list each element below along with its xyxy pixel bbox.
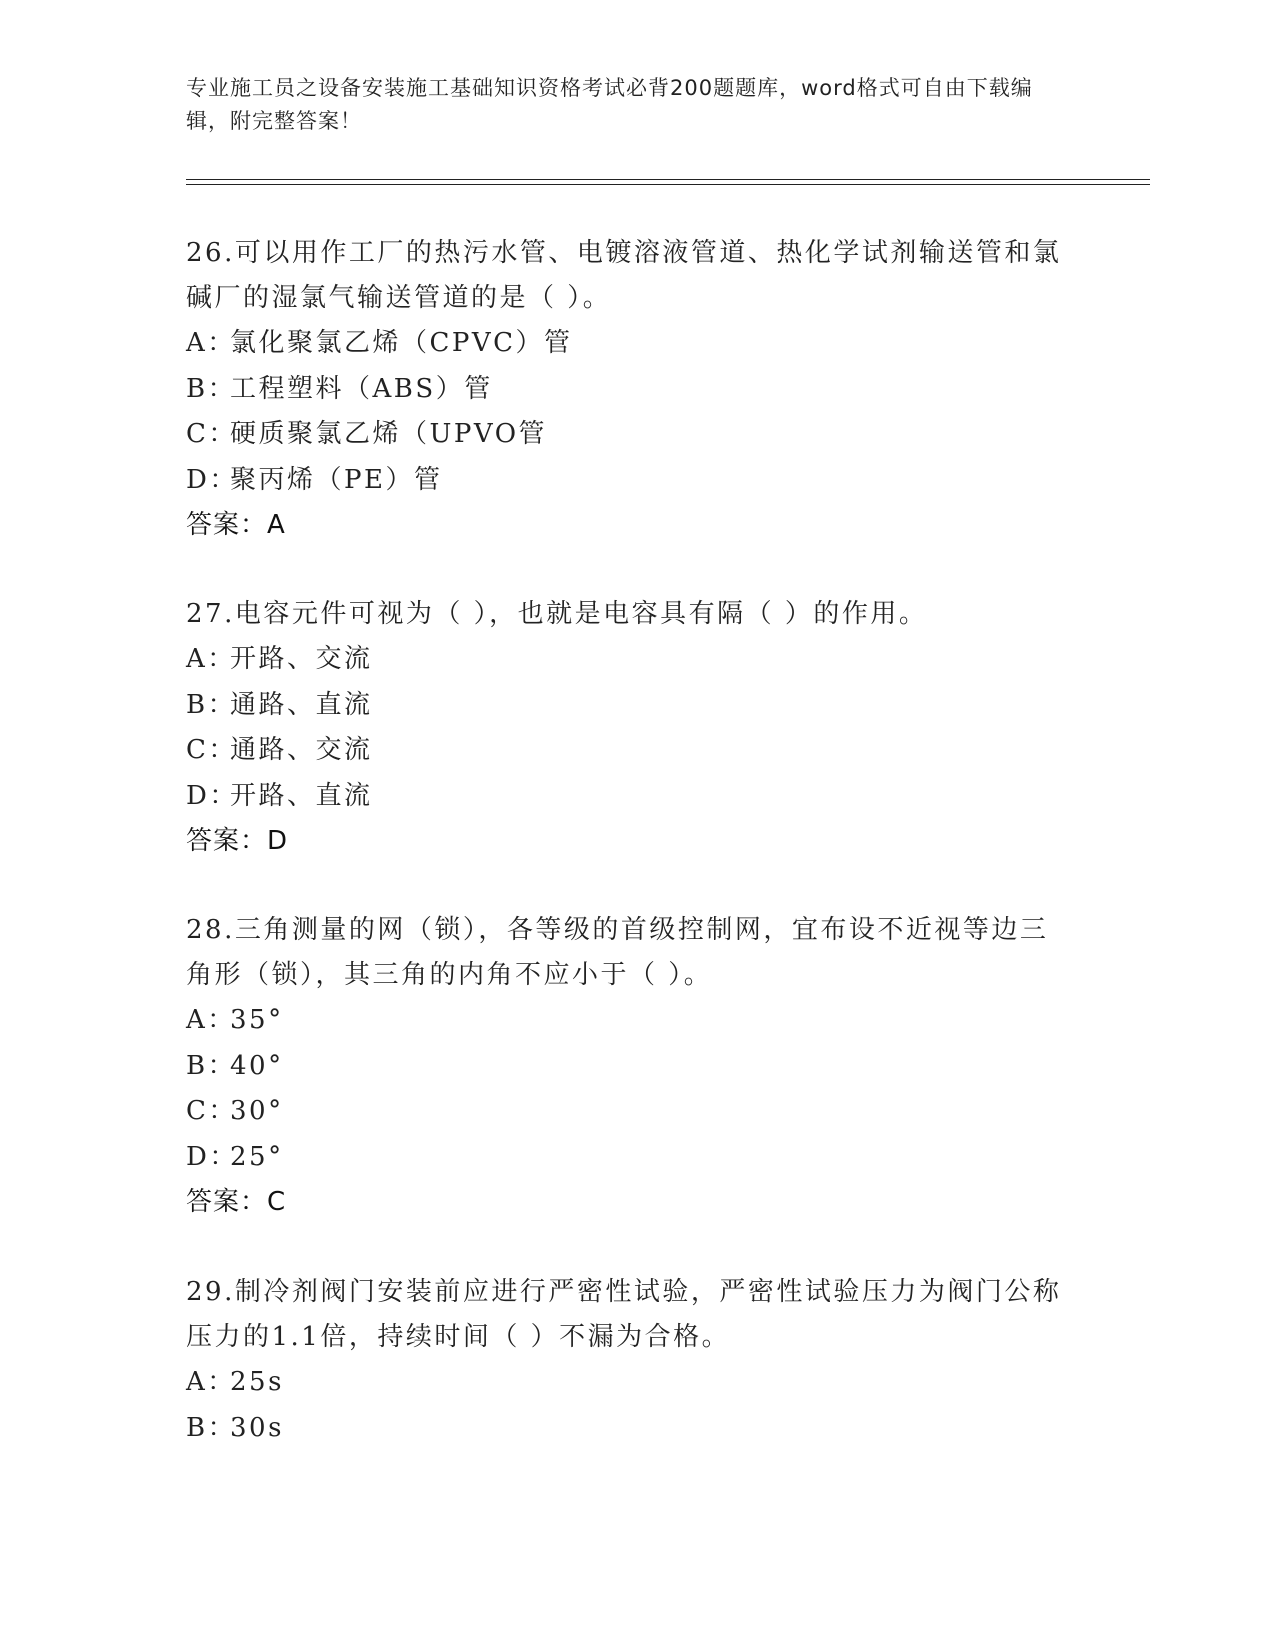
question-stem: 29.制冷剂阀门安装前应进行严密性试验，严密性试验压力为阀门公称压力的1.1倍，持续时间（ ）不漏为合格。 bbox=[186, 1277, 1062, 1352]
option-text: 30° bbox=[230, 1096, 284, 1126]
option-letter: B： bbox=[186, 373, 237, 404]
option-d bbox=[186, 774, 1076, 820]
option-d bbox=[186, 458, 1076, 504]
answer-label: 答案：A bbox=[186, 510, 286, 540]
option-text: 通路、交流 bbox=[230, 735, 373, 765]
option-letter: A： bbox=[186, 644, 236, 674]
question-28 bbox=[186, 908, 1076, 1225]
option-letter: C： bbox=[186, 1096, 237, 1126]
option-c bbox=[186, 1089, 1076, 1135]
option-b bbox=[186, 1044, 1076, 1090]
option-a bbox=[186, 637, 1076, 683]
option-text: 25° bbox=[230, 1141, 284, 1172]
option-letter: D： bbox=[186, 780, 238, 811]
header-divider-top bbox=[186, 179, 1150, 180]
option-a bbox=[186, 321, 1076, 367]
question-27 bbox=[186, 592, 1076, 864]
option-text: 氯化聚氯乙烯（CPVC）管 bbox=[230, 328, 573, 358]
option-text: 30s bbox=[230, 1412, 284, 1443]
option-d bbox=[186, 1135, 1076, 1181]
option-letter: B： bbox=[186, 1412, 237, 1443]
option-text: 硬质聚氯乙烯（UPVO管 bbox=[230, 419, 548, 449]
option-text: 通路、直流 bbox=[230, 689, 373, 720]
document-title: 专业施工员之设备安装施工基础知识资格考试必背200题题库，word格式可自由下载编辑，附完整答案！ bbox=[186, 76, 1033, 133]
option-letter: A： bbox=[186, 1367, 236, 1397]
option-c bbox=[186, 728, 1076, 774]
option-text: 25s bbox=[230, 1367, 284, 1397]
option-a bbox=[186, 1360, 1076, 1406]
header-divider-bottom bbox=[186, 184, 1150, 185]
question-29 bbox=[186, 1270, 1076, 1451]
option-text: 开路、交流 bbox=[230, 644, 373, 674]
question-26 bbox=[186, 231, 1076, 548]
option-text: 开路、直流 bbox=[230, 780, 373, 811]
option-letter: B： bbox=[186, 1050, 237, 1081]
answer-label: 答案：C bbox=[186, 1187, 287, 1217]
option-letter: D： bbox=[186, 464, 238, 495]
option-a bbox=[186, 998, 1076, 1044]
option-text: 35° bbox=[230, 1005, 284, 1035]
option-letter: A： bbox=[186, 1005, 236, 1035]
option-letter: B： bbox=[186, 689, 237, 720]
option-b bbox=[186, 1406, 1076, 1452]
option-text: 聚丙烯（PE）管 bbox=[230, 464, 443, 495]
option-text: 工程塑料（ABS）管 bbox=[230, 373, 493, 404]
option-c bbox=[186, 412, 1076, 458]
option-letter: C： bbox=[186, 419, 237, 449]
option-letter: C： bbox=[186, 735, 237, 765]
option-text: 40° bbox=[230, 1050, 284, 1081]
question-stem: 28.三角测量的网（锁），各等级的首级控制网，宜布设不近视等边三角形（锁），其三角的内角不应小于（ ）。 bbox=[186, 915, 1049, 990]
option-b bbox=[186, 367, 1076, 413]
answer-label: 答案：D bbox=[186, 826, 289, 856]
question-stem: 27.电容元件可视为（ ），也就是电容具有隔（ ）的作用。 bbox=[186, 599, 928, 629]
option-letter: D： bbox=[186, 1141, 238, 1172]
option-b bbox=[186, 683, 1076, 729]
question-stem: 26.可以用作工厂的热污水管、电镀溶液管道、热化学试剂输送管和氯碱厂的湿氯气输送管道的是（ ）。 bbox=[186, 238, 1062, 313]
option-letter: A： bbox=[186, 328, 236, 358]
